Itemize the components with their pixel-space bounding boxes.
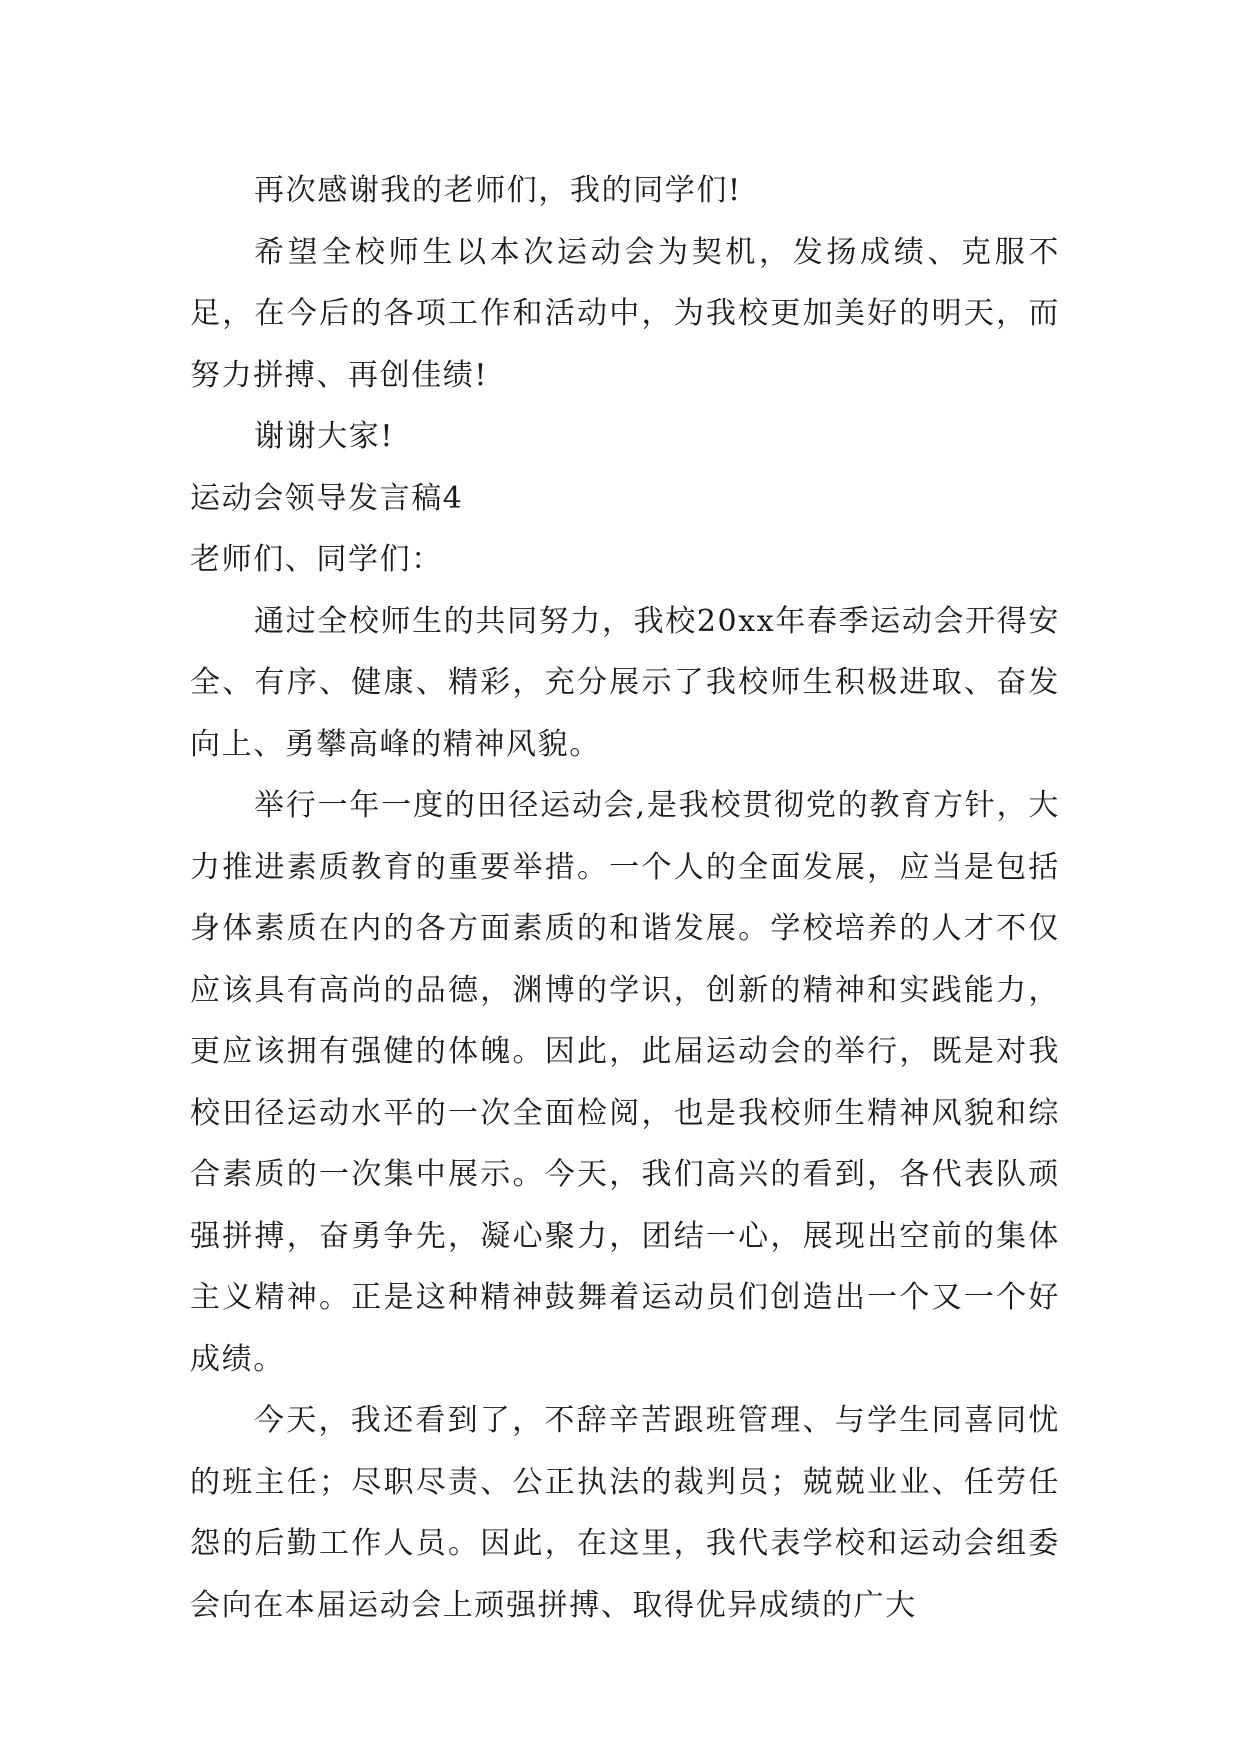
paragraph-track-meet: 举行一年一度的田径运动会,是我校贯彻党的教育方针，大力推进素质教育的重要举措。一个人的全面发展，应当是包括身体素质在内的各方面素质的和谐发展。学校培养的人才不仅应该具有高尚的品德，渊博的学识，创新的精神和实践能力，更应该拥有强健的体魄。因此，此届运动会的举行，既是对我校田径运动水平的一次全面检阅，也是我校师生精神风貌和综合素质的一次集中展示。今天，我们高兴的看到，各代表队顽强拼搏，奋勇争先，凝心聚力，团结一心，展现出空前的集体主义精神。正是这种精神鼓舞着运动员们创造出一个又一个好成绩。 [190,788,1060,1377]
paragraph-thank-you: 谢谢大家! [254,419,395,454]
paragraph-today: 今天，我还看到了，不辞辛苦跟班管理、与学生同喜同忧的班主任；尽职尽责、公正执法的裁判员；兢兢业业、任劳任怨的后勤工作人员。因此，在这里，我代表学校和运动会组委会向在本届运动会上顽强拼搏、取得优异成绩的广大 [190,1403,1060,1623]
paragraph-hope: 希望全校师生以本次运动会为契机，发扬成绩、克服不足，在今后的各项工作和活动中，为我校更加美好的明天，而努力拼搏、再创佳绩! [190,234,1060,393]
paragraph-thanks-again: 再次感谢我的老师们，我的同学们! [254,173,742,208]
section-heading: 运动会领导发言稿4 [190,480,464,516]
salutation: 老师们、同学们： [190,542,443,577]
paragraph-joint-effort: 通过全校师生的共同努力，我校20xx年春季运动会开得安全、有序、健康、精彩，充分展示了我校师生积极进取、奋发向上、勇攀高峰的精神风貌。 [190,603,1060,762]
document-body [190,160,1060,1636]
